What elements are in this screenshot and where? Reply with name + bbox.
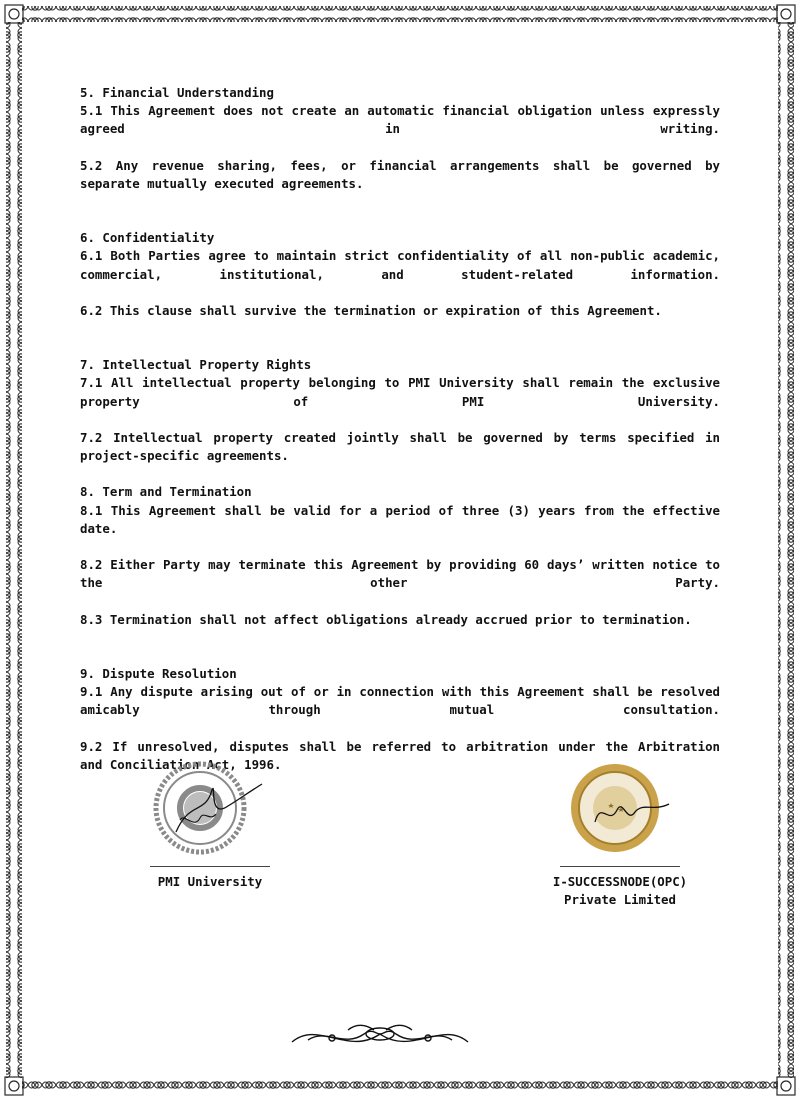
section-financial-understanding xyxy=(80,84,720,193)
clause-7-2: 7.2 Intellectual property created jointly shall be governed by terms specified in project-specific agreements. xyxy=(80,430,720,464)
clause-5-2: 5.2 Any revenue sharing, fees, or financial arrangements shall be governed by separate mutually executed agreements. xyxy=(80,157,720,192)
section-dispute-resolution xyxy=(80,665,720,774)
clause-6-2: 6.2 This clause shall survive the termination or expiration of this Agreement. xyxy=(80,303,662,319)
clause-8-2: 8.2 Either Party may terminate this Agreement by providing 60 days’ written notice to the other Party. xyxy=(80,557,720,591)
clause-8-1: 8.1 This Agreement shall be valid for a period of three (3) years from the effective date. xyxy=(80,502,720,536)
clause-9-1: 9.1 Any dispute arising out of or in connection with this Agreement shall be resolved amicably through mutual consultation. xyxy=(80,684,720,718)
clause-9-2: 9.2 If unresolved, disputes shall be referred to arbitration under the Arbitration and Conciliation Act, 1996. xyxy=(80,738,720,773)
signature-line xyxy=(560,866,680,867)
section-heading: 8. Term and Termination xyxy=(80,484,252,500)
section-heading: 5. Financial Understanding xyxy=(80,85,274,100)
company-seal-gold xyxy=(565,760,675,860)
section-term-termination xyxy=(80,483,720,629)
section-intellectual-property xyxy=(80,356,720,465)
clause-8-3: 8.3 Termination shall not affect obligations already accrued prior to termination. xyxy=(80,611,692,627)
corporate-seal-grey xyxy=(150,760,270,860)
section-heading: 6. Confidentiality xyxy=(80,230,215,246)
signature-block-i-successnode xyxy=(545,760,695,909)
clause-6-1: 6.1 Both Parties agree to maintain strict confidentiality of all non-public academic, commercial, institutional, and student-related information. xyxy=(80,248,720,282)
agreement-body xyxy=(80,84,720,774)
signatory-name-line1: I-SUCCESSNODE(OPC) xyxy=(552,874,688,889)
clause-5-1: 5.1 This Agreement does not create an automatic financial obligation unless expressly agreed in writing. xyxy=(80,103,720,137)
bottom-flourish-ornament xyxy=(288,1012,472,1056)
section-confidentiality xyxy=(80,229,720,320)
section-heading: 9. Dispute Resolution xyxy=(80,666,237,682)
signatory-name: PMI University xyxy=(157,874,263,889)
signature-block-pmi-university xyxy=(140,760,280,891)
signatory-name-line2: Private Limited xyxy=(564,892,676,908)
signature-line xyxy=(150,866,270,867)
section-heading: 7. Intellectual Property Rights xyxy=(80,357,312,373)
clause-7-1: 7.1 All intellectual property belonging to PMI University shall remain the exclusive property of PMI University. xyxy=(80,375,720,409)
